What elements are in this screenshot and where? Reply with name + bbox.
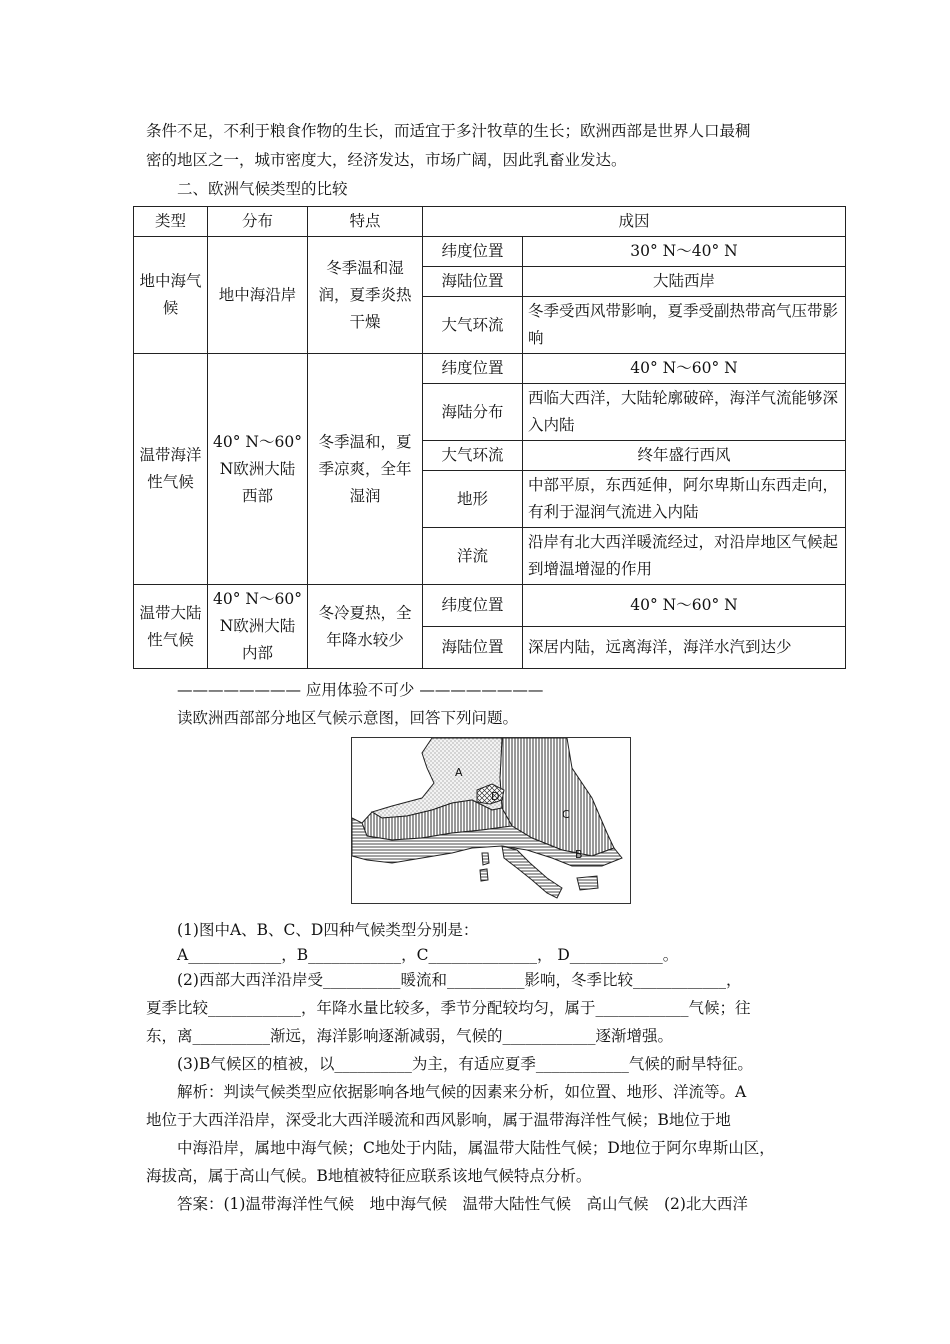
- cell-factor-desc: 冬季受西风带影响，夏季受副热带高气压带影响: [523, 297, 846, 354]
- cell-distribution: 40° N～60° N欧洲大陆西部: [208, 354, 308, 585]
- intro-line-2: 密的地区之一，城市密度大，经济发达，市场广阔，因此乳畜业发达。: [146, 151, 627, 169]
- section-divider: ———————— 应用体验不可少 ————————: [177, 681, 544, 699]
- cell-factor-desc: 终年盛行西风: [523, 441, 846, 471]
- question-intro: 读欧洲西部部分地区气候示意图，回答下列问题。: [177, 709, 519, 727]
- cell-distribution: 地中海沿岸: [208, 237, 308, 354]
- cell-factor-desc: 30° N～40° N: [523, 237, 846, 267]
- cell-factor-name: 大气环流: [423, 441, 523, 471]
- table-header-row: [134, 207, 846, 237]
- map-label-c: C: [562, 808, 570, 821]
- cell-features: 冬冷夏热，全年降水较少: [308, 585, 423, 669]
- question-2-line-2: 夏季比较____________，年降水量比较多，季节分配较均匀，属于____________气候；往: [146, 999, 751, 1017]
- table-row: [134, 237, 846, 267]
- analysis-line-2: 地位于大西洋沿岸，深受北大西洋暖流和西风影响，属于温带海洋性气候；B地位于地: [146, 1111, 731, 1129]
- cell-features: 冬季温和湿润，夏季炎热干燥: [308, 237, 423, 354]
- cell-factor-desc: 中部平原，东西延伸，阿尔卑斯山东西走向，有利于湿润气流进入内陆: [523, 471, 846, 528]
- map-label-a: A: [455, 766, 463, 779]
- cell-type: 温带海洋性气候: [134, 354, 208, 585]
- analysis-line-3: 中海沿岸，属地中海气候；C地处于内陆，属温带大陆性气候；D地位于阿尔卑斯山区，: [177, 1139, 775, 1157]
- cell-factor-name: 纬度位置: [423, 237, 523, 267]
- cell-factor-name: 海陆位置: [423, 267, 523, 297]
- climate-map: [351, 737, 631, 904]
- answer-line: 答案：(1)温带海洋性气候 地中海气候 温带大陆性气候 高山气候 (2)北大西洋: [177, 1195, 748, 1213]
- header-distribution: 分布: [208, 207, 308, 237]
- cell-factor-name: 海陆位置: [423, 627, 523, 669]
- cell-type: 地中海气候: [134, 237, 208, 354]
- question-3: (3)B气候区的植被，以__________为主，有适应夏季____________气候的耐旱特征。: [177, 1055, 753, 1073]
- cell-factor-desc: 西临大西洋，大陆轮廓破碎，海洋气流能够深入内陆: [523, 384, 846, 441]
- cell-factor-desc: 40° N～60° N: [523, 585, 846, 627]
- question-2-line-1: (2)西部大西洋沿岸受__________暖流和__________影响，冬季比较____________，: [177, 971, 742, 989]
- table-row: [134, 354, 846, 384]
- map-label-b: B: [575, 848, 583, 861]
- climate-map-graphic: [352, 738, 630, 903]
- section-title: 二、欧洲气候类型的比较: [177, 180, 348, 198]
- analysis-line-1: 解析：判读气候类型应依据影响各地气候的因素来分析，如位置、地形、洋流等。A: [177, 1083, 747, 1101]
- cell-type: 温带大陆性气候: [134, 585, 208, 669]
- cell-factor-name: 海陆分布: [423, 384, 523, 441]
- header-causes: 成因: [423, 207, 846, 237]
- cell-factor-name: 洋流: [423, 528, 523, 585]
- question-2-line-3: 东，离__________渐远，海洋影响逐渐减弱，气候的____________逐渐增强。: [146, 1027, 674, 1045]
- header-type: 类型: [134, 207, 208, 237]
- question-1-line-1: (1)图中A、B、C、D四种气候类型分别是：: [177, 921, 479, 939]
- cell-distribution: 40° N～60° N欧洲大陆内部: [208, 585, 308, 669]
- cell-factor-desc: 深居内陆，远离海洋，海洋水汽到达少: [523, 627, 846, 669]
- cell-factor-name: 纬度位置: [423, 585, 523, 627]
- cell-factor-desc: 大陆西岸: [523, 267, 846, 297]
- cell-features: 冬季温和，夏季凉爽，全年湿润: [308, 354, 423, 585]
- map-label-d: D: [491, 790, 500, 803]
- intro-line-1: 条件不足，不利于粮食作物的生长，而适宜于多汁牧草的生长；欧洲西部是世界人口最稠: [146, 122, 751, 140]
- cell-factor-desc: 40° N～60° N: [523, 354, 846, 384]
- cell-factor-name: 大气环流: [423, 297, 523, 354]
- climate-comparison-table: [133, 206, 846, 669]
- cell-factor-desc: 沿岸有北大西洋暖流经过，对沿岸地区气候起到增温增湿的作用: [523, 528, 846, 585]
- analysis-line-4: 海拔高，属于高山气候。B地植被特征应联系该地气候特点分析。: [146, 1167, 592, 1185]
- table-row: [134, 585, 846, 627]
- header-features: 特点: [308, 207, 423, 237]
- cell-factor-name: 地形: [423, 471, 523, 528]
- cell-factor-name: 纬度位置: [423, 354, 523, 384]
- question-1-line-2: A____________，B____________，C______________， D____________。: [177, 946, 679, 964]
